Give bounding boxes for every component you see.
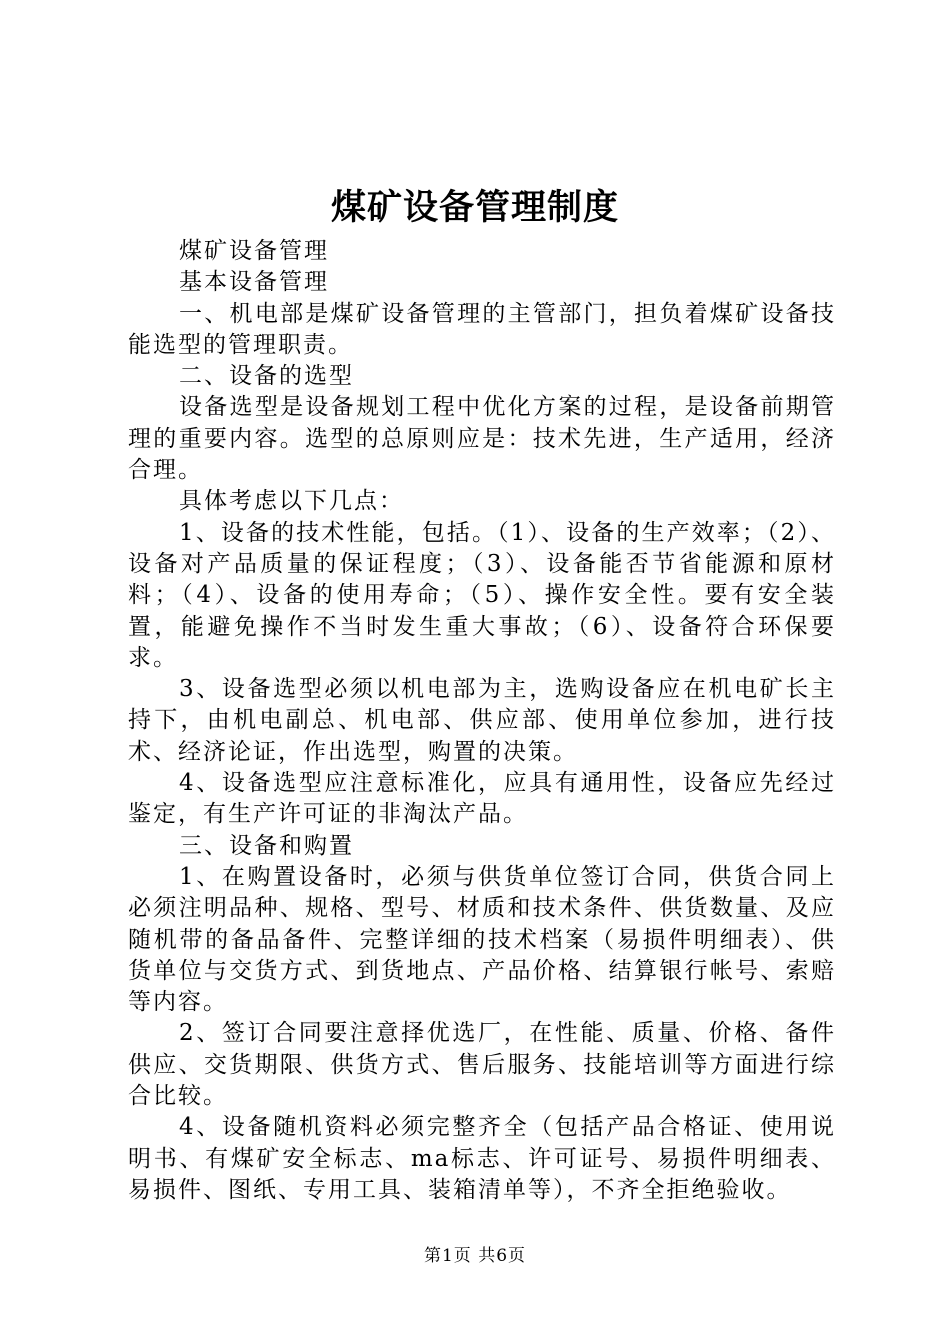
paragraph: 设备选型是设备规划工程中优化方案的过程，是设备前期管理的重要内容。选型的总原则应是：技术先进，生产适用，经济合理。 bbox=[128, 394, 836, 484]
paragraph: 一、机电部是煤矿设备管理的主管部门，担负着煤矿设备技能选型的管理职责。 bbox=[128, 300, 836, 358]
document-title: 煤矿设备管理制度 bbox=[330, 187, 619, 228]
paragraph: 三、设备和购置 bbox=[179, 832, 354, 859]
page-footer: 第1页 共6页 bbox=[423, 1246, 527, 1266]
paragraph: 1、设备的技术性能，包括。（1）、设备的生产效率；（2）、设备对产品质量的保证程度；（3）、设备能否节省能源和原材料；（4）、设备的使用寿命；（5）、操作安全性。要有安全装置，能避免操作不当时发生重大事故；（6）、设备符合环保要求。 bbox=[128, 519, 836, 671]
paragraph: 二、设备的选型 bbox=[179, 363, 354, 390]
paragraph: 具体考虑以下几点： bbox=[179, 488, 404, 515]
paragraph: 3、设备选型必须以机电部为主，选购设备应在机电矿长主持下，由机电副总、机电部、供应部、使用单位参加，进行技术、经济论证，作出选型，购置的决策。 bbox=[128, 676, 836, 765]
paragraph: 基本设备管理 bbox=[179, 269, 329, 296]
paragraph: 煤矿设备管理 bbox=[179, 238, 329, 264]
paragraph: 4、设备随机资料必须完整齐全（包括产品合格证、使用说明书、有煤矿安全标志、ma标志、许可证号、易损件明细表、易损件、图纸、专用工具、装箱清单等），不齐全拒绝验收。 bbox=[128, 1114, 836, 1203]
document-body bbox=[128, 236, 836, 1206]
paragraph: 2、签订合同要注意择优选厂，在性能、质量、价格、备件供应、交货期限、供货方式、售后服务、技能培训等方面进行综合比较。 bbox=[128, 1020, 836, 1110]
paragraph: 4、设备选型应注意标准化，应具有通用性，设备应先经过鉴定，有生产许可证的非淘汰产品。 bbox=[128, 770, 836, 828]
paragraph: 1、在购置设备时，必须与供货单位签订合同，供货合同上必须注明品种、规格、型号、材质和技术条件、供货数量、及应随机带的备品备件、完整详细的技术档案（易损件明细表）、供货单位与交货方式、到货地点、产品价格、结算银行帐号、索赔等内容。 bbox=[128, 863, 836, 1016]
